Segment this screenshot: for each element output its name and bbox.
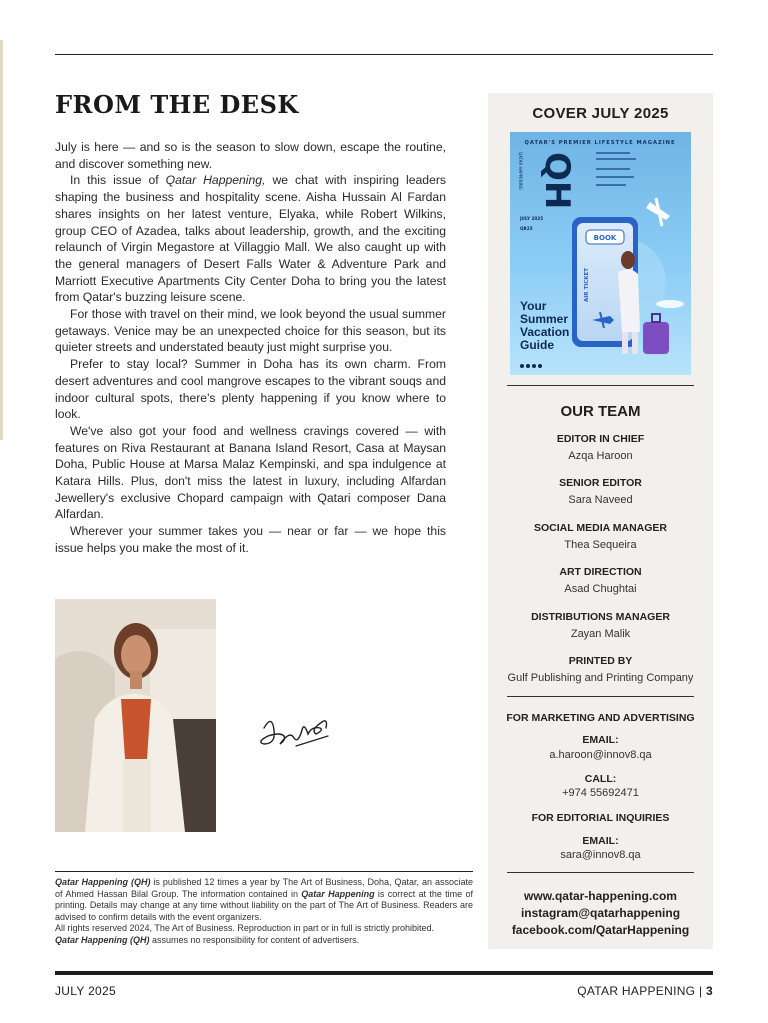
sidebar-divider	[507, 872, 694, 873]
paragraph-text: In this issue of	[70, 173, 166, 188]
team-role: EDITOR IN CHIEF	[556, 433, 645, 445]
page-edge-decoration	[0, 40, 3, 440]
team-role: SENIOR EDITOR	[559, 477, 642, 489]
editor-signature	[250, 700, 340, 760]
cover-headline-line: Summer	[520, 312, 569, 326]
publication-name: Qatar Happening (QH)	[55, 934, 150, 945]
facebook-link[interactable]: facebook.com/QatarHappening	[511, 923, 690, 937]
team-member: Sara Naveed	[568, 494, 633, 506]
website-link[interactable]: www.qatar-happening.com	[524, 889, 677, 903]
cover-label: COVER JULY 2025	[532, 105, 669, 122]
issue-date: JULY 2025	[55, 984, 116, 998]
publisher-disclaimer	[55, 877, 473, 947]
social-links	[488, 888, 713, 939]
team-member: Zayan Malik	[570, 628, 631, 640]
team-member: Asad Chughtai	[564, 583, 637, 595]
publication-name: Qatar Happening	[301, 888, 375, 899]
page-number: 3	[706, 984, 713, 998]
team-role: SOCIAL MEDIA MANAGER	[533, 522, 667, 534]
cover-book-button: BOOK	[593, 234, 617, 242]
cover-logo-sub: QATAR HAPPENING	[518, 152, 523, 190]
editorial-paragraph: We've also got your food and wellness cravings covered — with features on Riva Restaurant at Banana Island Resort, Casa at Maysan Doha, Public House at Marsa Malaz Kempinski, and spa indulgence at Katara Hills. Plus, don't miss the latest in luxury, including Alfardan Jewellery's exclusive Chopard campaign with Qatari composer Dana Alfardan.	[55, 423, 446, 522]
bottom-rule	[55, 971, 713, 975]
cover-price: QR25	[520, 226, 533, 231]
team-role: PRINTED BY	[568, 655, 633, 667]
editor-photo	[55, 599, 216, 832]
cover-image	[510, 132, 691, 375]
publication-name: Qatar Happening (QH)	[55, 877, 151, 887]
email-label: EMAIL:	[582, 835, 619, 847]
cover-ticket: AIR TICKET	[584, 267, 590, 302]
team-role: ART DIRECTION	[559, 566, 642, 578]
editorial-paragraph: For those with travel on their mind, we look beyond the usual summer getaways. Venice may be an unexpected choice for this season, but its quieter streets and understated beauty just might surprise you.	[55, 307, 446, 355]
team-title: OUR TEAM	[560, 403, 641, 420]
editorial-email[interactable]: sara@innov8.qa	[560, 849, 641, 861]
editorial-paragraph: Wherever your summer takes you — near or far — we hope this issue helps you make the most of it.	[55, 524, 446, 555]
marketing-title: FOR MARKETING AND ADVERTISING	[506, 712, 695, 724]
team-member: Azqa Haroon	[568, 450, 633, 462]
instagram-link[interactable]: instagram@qatarhappening	[520, 906, 681, 920]
editorial-text	[55, 139, 446, 557]
call-label: CALL:	[584, 773, 617, 785]
editorial-paragraph: July is here — and so is the season to slow down, escape the routine, and discover something new.	[55, 140, 446, 171]
footer-divider	[55, 871, 473, 872]
editorial-paragraph: Prefer to stay local? Summer in Doha has its own charm. From desert adventures and cool mangrove escapes to the vibrant souqs and indoor cultural spots, there's plenty happening if you know where to look.	[55, 357, 446, 422]
disclaimer-text: assumes no responsibility for content of advertisers.	[149, 934, 360, 945]
publication-name: QATAR HAPPENING	[577, 984, 696, 998]
copyright-text: All rights reserved 2024, The Art of Business. Reproduction in part or in full is strictly prohibited.	[55, 923, 435, 934]
cover-logo: QH	[537, 152, 577, 210]
cover-tagline: QATAR'S PREMIER LIFESTYLE MAGAZINE	[524, 140, 676, 146]
cover-headline-line: Your	[520, 299, 547, 313]
editorial-paragraph	[55, 172, 446, 306]
email-label: EMAIL:	[582, 734, 619, 746]
sidebar	[488, 93, 713, 949]
disclaimer-text: is correct at the time of printing. Details may change at any time without liability on the part of The Art of Business. Readers are advised to confirm details with the event organizers.	[55, 888, 473, 922]
team-member: Gulf Publishing and Printing Company	[507, 672, 694, 684]
disclaimer-text: is published 12 times a year by The Art of Business, Doha, Qatar, an associate of Ahmed Hassan Bilal Group. The information contained in	[55, 877, 473, 899]
page-title: FROM THE DESK	[55, 90, 299, 119]
sidebar-divider	[507, 385, 694, 386]
folio-separator: |	[698, 984, 703, 998]
top-rule	[55, 54, 713, 55]
cover-headline-line: Vacation	[520, 325, 570, 339]
team-member: Thea Sequeira	[564, 539, 637, 551]
team-role: DISTRIBUTIONS MANAGER	[531, 611, 670, 623]
paragraph-text: we chat with inspiring leaders shaping the business and hospitality scene. Aisha Hussain Al Fardan shares insights on her latest venture, Elyaka, while Robert Wilkins, group CEO of Azadea, talks about leadership, growth, and the exciting relaunch of Virgin Megastore at Villaggio Mall. We also caught up with the general managers of Desert Falls Water & Adventure Park and Marriott Executive Apartments City Center Doha to bring you the latest from Qatar's buzzing leisure scene.	[55, 173, 446, 305]
phone-number[interactable]: +974 55692471	[562, 787, 639, 799]
sidebar-divider	[507, 696, 694, 697]
cover-issue: JULY 2025	[520, 216, 544, 221]
editorial-title: FOR EDITORIAL INQUIRIES	[531, 812, 670, 824]
marketing-email[interactable]: a.haroon@innov8.qa	[549, 749, 652, 761]
publication-name: Qatar Happening,	[165, 173, 266, 188]
page-folio	[577, 984, 713, 998]
cover-headline-line: Guide	[520, 338, 555, 352]
